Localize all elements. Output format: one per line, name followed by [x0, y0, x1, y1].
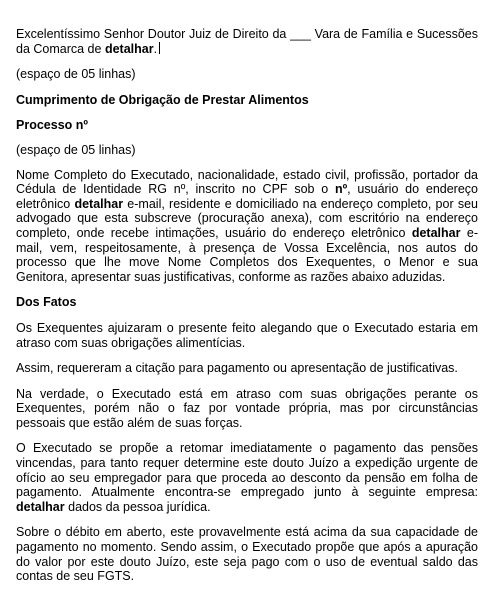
process-number-label: Processo nº — [16, 118, 88, 133]
facts-paragraph-text: O Executado se propõe a retomar imediatamente o pagamento das pensões vincendas, para tanto requer determine este douto Juízo a expedição urgente de ofício ao seu empregador para que proceda ao desconto da pensão em folha de pagamento. Atualmente encontra-se empregado junto à seguinte empresa: — [16, 441, 478, 500]
placeholder-detalhar: detalhar — [104, 41, 154, 56]
placeholder-detalhar: detalhar — [16, 499, 65, 514]
qualification-text: e-mail, residente e domiciliado na endereço completo, por seu advogado que esta subscreve (procuração anexa), com escritório na endereço completo, onde recebe intimações, usuário do endereço eletrônico — [16, 196, 478, 240]
text-cursor — [159, 42, 160, 54]
qualification-text: , usuário do endereço eletrônico — [16, 182, 478, 211]
qualification-text: Nome Completo do Executado, nacionalidade, estado civil, profissão, portador da Cédula de Identidade RG nº, inscrito no CPF sob o — [16, 167, 478, 197]
document-title: Cumprimento de Obrigação de Prestar Alimentos — [16, 92, 309, 107]
facts-paragraph: Assim, requereram a citação para pagamento ou apresentação de justificativas. — [16, 361, 458, 376]
spacing-note: (espaço de 05 linhas) — [16, 142, 136, 157]
number-sign: nº — [334, 182, 348, 197]
placeholder-detalhar: detalhar — [74, 196, 124, 211]
facts-heading: Dos Fatos — [16, 295, 77, 310]
facts-paragraph: Na verdade, o Executado está em atraso com suas obrigações perante os Exequentes, porém não o faz por vontade própria, mas por circunstâncias pessoais que estão além de suas forças. — [16, 386, 478, 430]
court-address — [16, 27, 478, 56]
qualification-paragraph — [16, 168, 478, 285]
facts-paragraph-end: dados da pessoa jurídica. — [64, 499, 211, 514]
court-address-text: Excelentíssimo Senhor Doutor Juiz de Direito da ___ Vara de Família e Sucessões da Comarca de — [16, 27, 478, 56]
facts-paragraph — [16, 441, 478, 514]
qualification-text: e-mail, vem, respeitosamente, à presença de Vossa Excelência, nos autos do processo que lhe move Nome Completos dos Exequentes, o Menor e sua Genitora, apresentar suas justificativas, conforme as razões abaixo aduzidas. — [16, 225, 478, 284]
placeholder-detalhar: detalhar — [411, 225, 461, 240]
spacing-note: (espaço de 05 linhas) — [16, 67, 136, 82]
facts-paragraph: Sobre o débito em aberto, este provavelmente está acima da sua capacidade de pagamento no momento. Sendo assim, o Executado propõe que após a apuração do valor por este douto Juízo, este seja pago com o uso de eventual saldo das contas de seu FGTS. — [16, 525, 478, 584]
court-address-period: . — [153, 41, 158, 56]
facts-paragraph: Os Exequentes ajuizaram o presente feito alegando que o Executado estaria em atraso com suas obrigações alimentícias. — [16, 320, 478, 350]
